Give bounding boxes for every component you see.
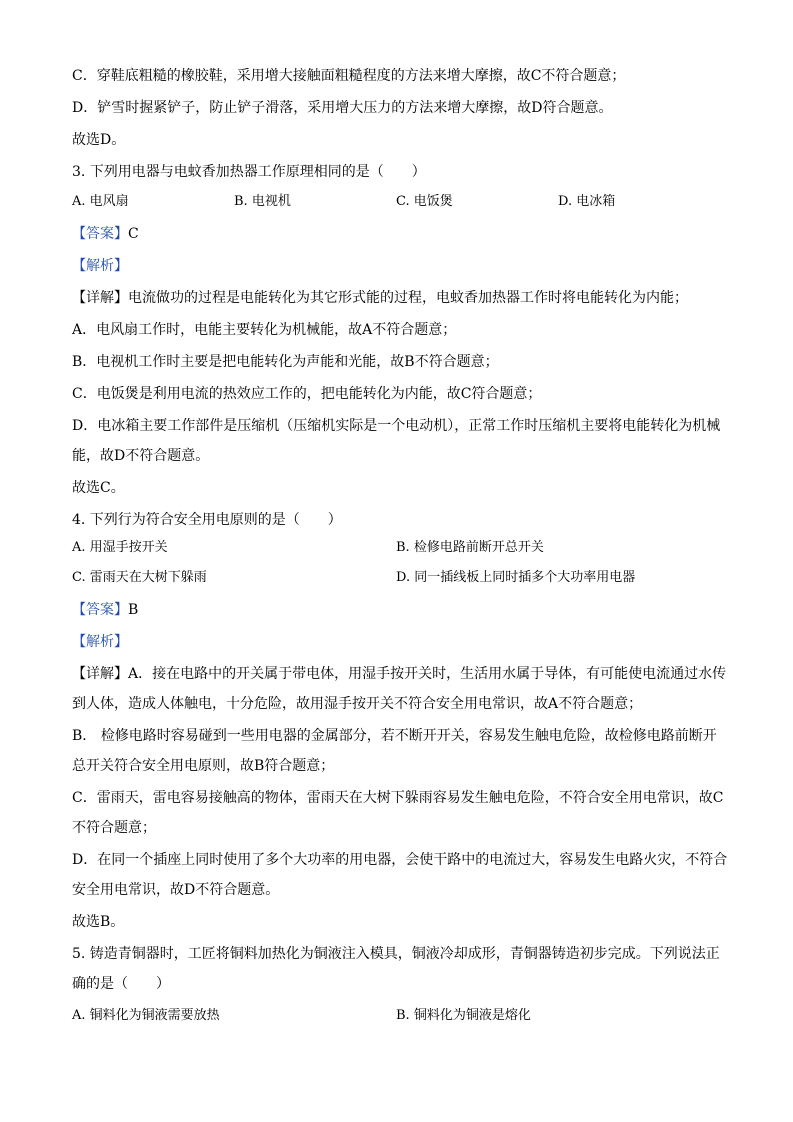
q3-option-d: D. 电冰箱 — [558, 194, 616, 209]
q4-explain-a-line2: 到人体，造成人体触电，十分危险，故用湿手按开关不符合安全用电常识，故A不符合题意； — [72, 696, 643, 712]
q3-answer-value: C — [128, 226, 139, 242]
q5-question-line1: 5. 铸造青铜器时，工匠将铜料加热化为铜液注入模具，铜液冷却成形，青铜器铸造初步完成。下列说法正 — [72, 946, 720, 962]
q4-option-b: B. 检修电路前断开总开关 — [396, 540, 544, 555]
q3-explain-d-line1: D．电冰箱主要工作部件是压缩机（压缩机实际是一个电动机），正常工作时压缩机主要将电能转化为机械 — [72, 418, 721, 434]
prev-option-c: C．穿鞋底粗糙的橡胶鞋，采用增大接触面粗糙程度的方法来增大摩擦，故C不符合题意； — [72, 68, 626, 84]
q3-question: 3. 下列用电器与电蚊香加热器工作原理相同的是（ ） — [72, 164, 426, 180]
q3-answer-tag: 【答案】 — [72, 226, 128, 242]
prev-option-d: D．铲雪时握紧铲子，防止铲子滑落，采用增大压力的方法来增大摩擦，故D符合题意。 — [72, 100, 613, 116]
q4-explain-d-line1: D．在同一个插座上同时使用了多个大功率的用电器，会使干路中的电流过大，容易发生电路火灾，不符合 — [72, 852, 728, 868]
q4-explain-b-line1: B． 检修电路时容易碰到一些用电器的金属部分，若不断开开关，容易发生触电危险，故检修电路前断开 — [72, 728, 717, 744]
q3-analysis-tag: 【解析】 — [72, 258, 128, 274]
q3-explain-c: C．电饭煲是利用电流的热效应工作的，把电能转化为内能，故C符合题意； — [72, 386, 542, 402]
q3-choose: 故选C。 — [72, 480, 125, 496]
q4-option-c: C. 雷雨天在大树下躲雨 — [72, 570, 207, 585]
q3-explain-a: A．电风扇工作时，电能主要转化为机械能，故A不符合题意； — [72, 322, 457, 338]
q5-option-b: B. 铜料化为铜液是熔化 — [396, 1008, 531, 1023]
q3-option-b: B. 电视机 — [234, 194, 291, 209]
q4-option-a: A. 用湿手按开关 — [72, 540, 168, 555]
q4-explain-c-line1: C．雷雨天，雷电容易接触高的物体，雷雨天在大树下躲雨容易发生触电危险，不符合安全用电常识，故C — [72, 790, 724, 806]
q3-detail-line — [72, 288, 724, 308]
q4-analysis-line — [72, 632, 724, 652]
q4-detail-tag: 【详解】 — [72, 666, 128, 682]
q3-explain-d-line2: 能，故D不符合题意。 — [72, 448, 210, 464]
prev-choose: 故选D。 — [72, 132, 126, 148]
q4-choose: 故选B。 — [72, 914, 125, 930]
q4-answer-tag: 【答案】 — [72, 602, 128, 618]
q4-option-d: D. 同一插线板上同时插多个大功率用电器 — [396, 570, 636, 585]
q3-option-c: C. 电饭煲 — [396, 194, 453, 209]
q4-explain-c-line2: 不符合题意； — [72, 820, 156, 836]
q3-analysis-line — [72, 256, 724, 276]
q4-question: 4. 下列行为符合安全用电原则的是（ ） — [72, 512, 342, 528]
q4-answer-value: B — [128, 602, 139, 618]
q3-detail-text: 电流做功的过程是电能转化为其它形式能的过程，电蚊香加热器工作时将电能转化为内能； — [128, 290, 688, 306]
q3-explain-b: B．电视机工作时主要是把电能转化为声能和光能，故B不符合题意； — [72, 354, 499, 370]
q4-detail-line1 — [72, 664, 727, 684]
q3-answer-line — [72, 224, 724, 244]
q4-answer-line — [72, 600, 724, 620]
q3-option-a: A. 电风扇 — [72, 194, 129, 209]
q4-explain-a-line1: A．接在电路中的开关属于带电体，用湿手按开关时，生活用水属于导体，有可能使电流通过水传 — [128, 666, 727, 682]
q5-question-line2: 确的是（ ） — [72, 976, 170, 992]
q4-explain-b-line2: 总开关符合安全用电原则，故B符合题意； — [72, 758, 335, 774]
q3-detail-tag: 【详解】 — [72, 290, 128, 306]
q5-option-a: A. 铜料化为铜液需要放热 — [72, 1008, 220, 1023]
q4-analysis-tag: 【解析】 — [72, 634, 128, 650]
q4-explain-d-line2: 安全用电常识，故D不符合题意。 — [72, 882, 280, 898]
